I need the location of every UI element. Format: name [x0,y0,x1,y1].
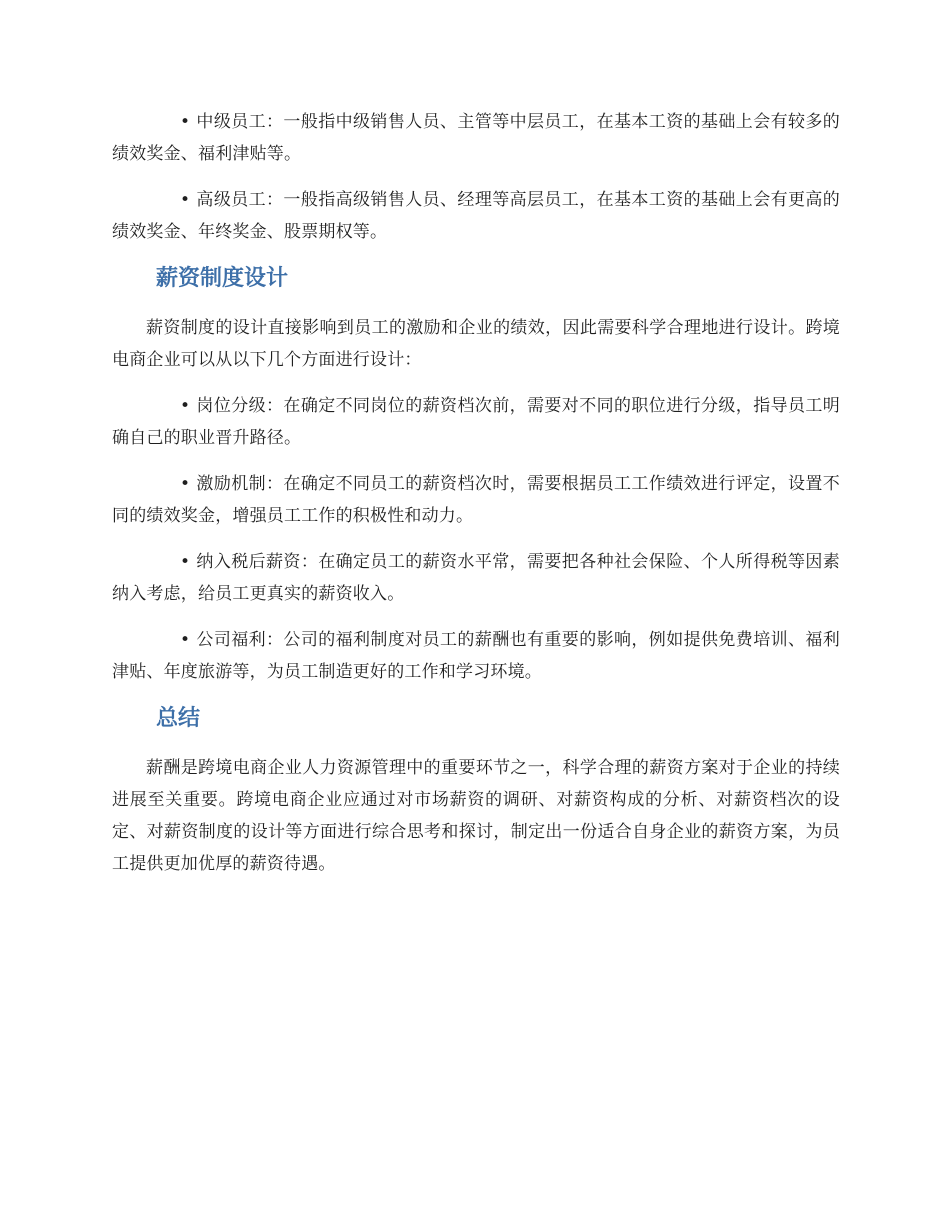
bullet-text: 高级员工：一般指高级销售人员、经理等高层员工，在基本工资的基础上会有更高的绩效奖金、年终奖金、股票期权等。 [112,190,840,242]
bullet-item-after-tax [112,546,840,610]
section-heading-design: 薪资制度设计 [156,266,289,291]
bullet-item-job-grading [112,390,840,454]
bullet-item-mid-level [112,106,840,170]
bullet-text: 中级员工：一般指中级销售人员、主管等中层员工，在基本工资的基础上会有较多的绩效奖金、福利津贴等。 [112,112,840,164]
bullet-text: 公司福利：公司的福利制度对员工的薪酬也有重要的影响，例如提供免费培训、福利津贴、年度旅游等，为员工制造更好的工作和学习环境。 [112,630,840,682]
bullet-text: 纳入税后薪资：在确定员工的薪资水平常，需要把各种社会保险、个人所得税等因素纳入考虑，给员工更真实的薪资收入。 [112,552,840,604]
section-heading-summary: 总结 [156,706,201,731]
bullet-mark: • [180,474,191,494]
bullet-text: 岗位分级：在确定不同岗位的薪资档次前，需要对不同的职位进行分级，指导员工明确自己的职业晋升路径。 [112,396,840,448]
bullet-mark: • [180,112,191,132]
document-content [112,106,840,894]
bullet-mark: • [180,190,191,210]
bullet-mark: • [180,630,191,650]
bullet-item-senior-level [112,184,840,248]
section-intro-design: 薪资制度的设计直接影响到员工的激励和企业的绩效，因此需要科学合理地进行设计。跨境电商企业可以从以下几个方面进行设计： [112,318,840,370]
section-body-summary: 薪酬是跨境电商企业人力资源管理中的重要环节之一，科学合理的薪资方案对于企业的持续进展至关重要。跨境电商企业应通过对市场薪资的调研、对薪资构成的分析、对薪资档次的设定、对薪资制度的设计等方面进行综合思考和探讨，制定出一份适合自身企业的薪资方案，为员工提供更加优厚的薪资待遇。 [112,758,840,874]
bullet-text: 激励机制：在确定不同员工的薪资档次时，需要根据员工工作绩效进行评定，设置不同的绩效奖金，增强员工工作的积极性和动力。 [112,474,840,526]
bullet-mark: • [180,552,191,572]
bullet-mark: • [180,396,191,416]
bullet-item-benefits [112,624,840,688]
bullet-item-incentive [112,468,840,532]
